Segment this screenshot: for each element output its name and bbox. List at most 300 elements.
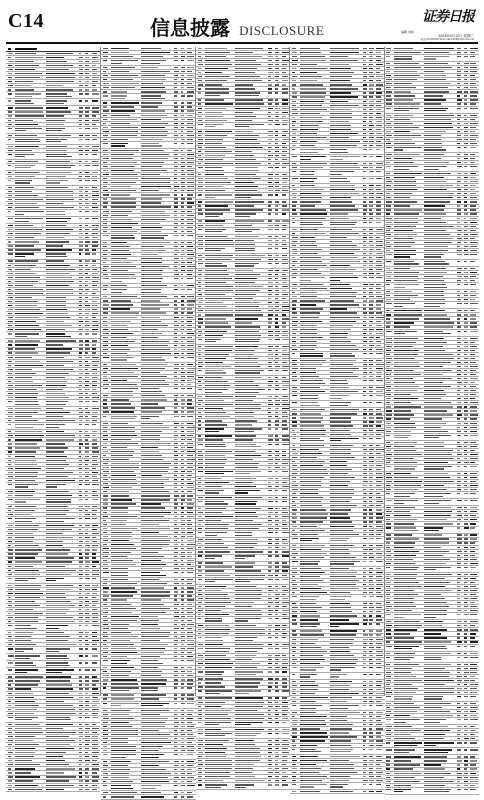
table-cell — [292, 780, 296, 781]
table-cell — [198, 236, 203, 237]
table-cell — [85, 369, 88, 370]
table-cell — [46, 545, 63, 546]
table-cell — [205, 733, 231, 734]
table-cell — [300, 603, 316, 604]
table-cell — [174, 769, 177, 770]
table-cell — [79, 77, 82, 78]
table-cell — [282, 143, 286, 144]
table-cell — [198, 508, 202, 509]
table-cell — [8, 732, 12, 733]
table-cell — [111, 750, 137, 751]
table-cell — [330, 96, 359, 97]
table-cell — [15, 491, 34, 492]
table-cell — [292, 48, 296, 49]
table-cell — [300, 193, 321, 194]
table-cell — [282, 416, 289, 417]
table-cell — [292, 489, 298, 490]
table-cell — [174, 368, 179, 369]
table-cell — [235, 147, 263, 148]
table-cell — [369, 261, 372, 262]
table-cell — [275, 618, 278, 619]
table-cell — [292, 453, 298, 454]
table-cell — [187, 270, 193, 271]
table-cell — [369, 189, 372, 190]
table-cell — [330, 592, 350, 593]
table-cell — [15, 545, 38, 546]
table-cell — [376, 205, 381, 206]
table-cell — [187, 416, 193, 417]
table-cell — [424, 79, 445, 80]
table-cell — [275, 740, 279, 741]
table-cell — [103, 341, 108, 342]
table-cell — [46, 541, 63, 542]
table-cell — [85, 53, 88, 54]
table-cell — [79, 57, 84, 58]
table-cell — [275, 135, 278, 136]
table-cell — [369, 197, 373, 198]
table-cell — [369, 681, 372, 682]
table-cell — [174, 560, 177, 561]
table-cell — [330, 288, 352, 289]
table-cell — [85, 352, 88, 353]
table-cell — [111, 304, 133, 305]
table-cell — [181, 115, 184, 116]
table-cell — [46, 655, 67, 656]
table-cell — [376, 497, 380, 498]
table-cell — [205, 366, 230, 367]
table-cell — [103, 507, 107, 508]
table-cell — [369, 663, 372, 664]
table-cell — [205, 216, 219, 217]
table-cell — [235, 562, 254, 563]
table-cell — [282, 322, 287, 323]
table-cell — [376, 249, 381, 250]
table-cell — [363, 121, 366, 122]
table-cell — [292, 249, 296, 250]
table-cell — [15, 655, 39, 656]
table-cell — [111, 671, 132, 672]
table-cell — [363, 109, 366, 110]
table-cell — [181, 698, 184, 699]
table-cell — [187, 308, 192, 309]
table-cell — [330, 218, 349, 219]
table-cell — [85, 199, 88, 200]
table-cell — [15, 273, 36, 274]
table-cell — [15, 549, 42, 550]
table-cell — [46, 549, 71, 550]
table-cell — [300, 576, 320, 577]
table-cell — [79, 361, 83, 362]
table-cell — [141, 564, 166, 565]
table-cell — [330, 639, 354, 640]
table-cell — [46, 141, 61, 142]
table-cell — [141, 418, 150, 419]
table-cell — [85, 636, 88, 637]
table-cell — [282, 240, 287, 241]
table-cell — [187, 640, 193, 641]
table-cell — [46, 373, 69, 374]
table-cell — [292, 380, 297, 381]
table-cell — [275, 532, 278, 533]
table-cell — [292, 720, 298, 721]
table-cell — [46, 297, 67, 298]
table-cell — [8, 172, 11, 173]
table-cell — [111, 60, 138, 61]
table-cell — [187, 162, 193, 163]
table-cell — [187, 337, 191, 338]
table-cell — [15, 617, 38, 618]
table-cell — [363, 261, 367, 262]
table-cell — [205, 543, 224, 544]
table-cell — [369, 643, 373, 644]
table-cell — [300, 88, 327, 89]
table-cell — [141, 648, 165, 649]
table-cell — [282, 547, 286, 548]
table-cell — [141, 471, 168, 472]
table-cell — [46, 214, 65, 215]
table-cell — [187, 91, 194, 92]
table-cell — [46, 301, 66, 302]
table-cell — [275, 163, 279, 164]
table-cell — [92, 518, 97, 519]
table-cell — [198, 618, 201, 619]
table-cell — [300, 229, 318, 230]
table-cell — [174, 83, 177, 84]
table-cell — [174, 572, 178, 573]
table-cell — [363, 791, 366, 792]
table-cell — [15, 344, 38, 345]
table-cell — [275, 310, 279, 311]
table-cell — [376, 513, 382, 514]
table-cell — [46, 756, 64, 757]
table-cell — [46, 207, 74, 208]
table-cell — [181, 423, 184, 424]
table-cell — [141, 718, 168, 719]
table-cell — [85, 385, 89, 386]
table-cell — [141, 194, 170, 195]
table-cell — [235, 88, 255, 89]
table-cell — [46, 313, 68, 314]
table-cell — [235, 341, 258, 342]
table-cell — [141, 308, 160, 309]
table-cell — [363, 402, 367, 403]
table-cell — [369, 607, 373, 608]
table-cell — [15, 73, 42, 74]
table-cell — [330, 421, 351, 422]
table-cell — [181, 636, 185, 637]
table-cell — [111, 792, 137, 793]
table-row — [196, 578, 290, 585]
table-cell — [300, 383, 325, 384]
table-cell — [187, 325, 192, 326]
table-cell — [79, 499, 83, 500]
table-cell — [205, 524, 229, 525]
table-cell — [8, 717, 13, 718]
table-cell — [181, 150, 184, 151]
table-cell — [46, 736, 70, 737]
table-cell — [141, 722, 165, 723]
table-cell — [46, 486, 58, 487]
table-cell — [46, 416, 64, 417]
table-cell — [92, 780, 98, 781]
table-cell — [187, 395, 193, 396]
table-cell — [15, 597, 40, 598]
table-cell — [103, 135, 108, 136]
table-cell — [85, 728, 90, 729]
table-cell — [85, 408, 88, 409]
table-cell — [8, 705, 11, 706]
table-cell — [8, 768, 11, 769]
table-cell — [198, 346, 201, 347]
table-cell — [205, 618, 222, 619]
table-cell — [268, 270, 272, 271]
table-cell — [300, 76, 322, 77]
table-cell — [187, 321, 191, 322]
table-cell — [300, 280, 311, 281]
table-cell — [8, 416, 13, 417]
table-cell — [111, 416, 137, 417]
table-cell — [181, 211, 185, 212]
table-cell — [268, 259, 273, 260]
table-cell — [103, 349, 107, 350]
table-cell — [205, 467, 224, 468]
table-cell — [300, 421, 321, 422]
table-cell — [275, 248, 278, 249]
table-cell — [330, 156, 360, 157]
table-cell — [268, 346, 273, 347]
table-cell — [141, 186, 171, 187]
table-cell — [235, 372, 259, 373]
table-cell — [268, 444, 271, 445]
table-cell — [268, 690, 271, 691]
table-cell — [369, 413, 372, 414]
table-cell — [85, 253, 89, 254]
table-cell — [79, 85, 83, 86]
table-cell — [292, 364, 297, 365]
table-cell — [92, 61, 99, 62]
table-cell — [181, 742, 184, 743]
table-cell — [181, 60, 184, 61]
table-cell — [282, 697, 287, 698]
table-cell — [198, 322, 203, 323]
table-cell — [174, 150, 178, 151]
table-cell — [369, 453, 372, 454]
table-cell — [330, 473, 349, 474]
table-cell — [268, 764, 272, 765]
table-cell — [79, 305, 83, 306]
table-cell — [141, 636, 169, 637]
table-cell — [92, 237, 98, 238]
table-cell — [198, 594, 203, 595]
table-cell — [85, 549, 89, 550]
table-cell — [292, 241, 297, 242]
table-cell — [268, 606, 271, 607]
table-cell — [103, 150, 108, 151]
table-cell — [268, 174, 272, 175]
table-cell — [181, 48, 184, 49]
table-cell — [181, 174, 185, 175]
table-cell — [282, 516, 289, 517]
table-cell — [85, 570, 90, 571]
table-cell — [300, 599, 316, 600]
table-cell — [15, 648, 32, 649]
table-cell — [369, 105, 374, 106]
table-cell — [46, 325, 73, 326]
table-cell — [376, 505, 381, 506]
table-cell — [376, 96, 381, 97]
table-cell — [300, 705, 322, 706]
table-cell — [282, 718, 289, 719]
table-cell — [46, 752, 67, 753]
table-cell — [330, 353, 353, 354]
table-cell — [363, 477, 367, 478]
table-cell — [275, 444, 278, 445]
table-cell — [187, 648, 194, 649]
table-cell — [275, 377, 278, 378]
table-cell — [181, 620, 185, 621]
table-cell — [46, 182, 61, 183]
table-cell — [369, 380, 373, 381]
table-cell — [79, 439, 82, 440]
table-cell — [205, 274, 229, 275]
table-cell — [369, 257, 372, 258]
table-cell — [282, 733, 289, 734]
table-cell — [187, 254, 194, 255]
table-cell — [103, 443, 107, 444]
table-cell — [141, 71, 170, 72]
table-cell — [292, 425, 297, 426]
table-cell — [268, 629, 271, 630]
table-cell — [15, 495, 32, 496]
table-cell — [369, 84, 374, 85]
table-cell — [174, 131, 177, 132]
table-cell — [198, 633, 202, 634]
table-cell — [141, 703, 169, 704]
table-cell — [275, 408, 279, 409]
table-cell — [103, 459, 108, 460]
table-cell — [79, 676, 83, 677]
table-cell — [8, 605, 12, 606]
table-cell — [111, 150, 139, 151]
table-cell — [275, 686, 278, 687]
table-cell — [275, 625, 280, 626]
table-cell — [330, 329, 351, 330]
table-cell — [103, 644, 106, 645]
table-cell — [330, 92, 351, 93]
table-cell — [300, 568, 322, 569]
table-cell — [268, 610, 272, 611]
table-cell — [275, 48, 278, 49]
table-cell — [268, 644, 271, 645]
table-cell — [235, 637, 256, 638]
table-cell — [235, 420, 257, 421]
table-cell — [235, 270, 252, 271]
table-cell — [92, 693, 100, 694]
table-cell — [15, 321, 36, 322]
table-row — [290, 595, 384, 602]
table-cell — [15, 225, 33, 226]
table-cell — [268, 404, 273, 405]
table-cell — [15, 256, 24, 257]
table-cell — [79, 570, 83, 571]
table-cell — [369, 505, 373, 506]
table-cell — [85, 365, 89, 366]
table-cell — [292, 481, 296, 482]
table-cell — [376, 163, 383, 164]
table-cell — [79, 435, 82, 436]
table-cell — [363, 156, 367, 157]
table-cell — [15, 317, 39, 318]
table-cell — [181, 632, 185, 633]
table-cell — [103, 556, 108, 557]
table-cell — [181, 384, 184, 385]
table-cell — [181, 312, 184, 313]
table-cell — [369, 333, 372, 334]
table-cell — [300, 689, 318, 690]
table-cell — [386, 95, 390, 96]
table-cell — [8, 736, 14, 737]
table-cell — [275, 667, 280, 668]
table-cell — [376, 333, 383, 334]
table-cell — [46, 561, 73, 562]
table-cell — [92, 313, 98, 314]
table-cell — [174, 540, 177, 541]
table-cell — [181, 56, 186, 57]
table-cell — [174, 512, 177, 513]
table-cell — [111, 698, 134, 699]
table-cell — [92, 537, 96, 538]
table-cell — [198, 404, 202, 405]
table-cell — [141, 656, 160, 657]
table-cell — [275, 92, 278, 93]
table-cell — [174, 694, 177, 695]
table-cell — [46, 521, 64, 522]
table-cell — [198, 459, 203, 460]
table-cell — [205, 722, 231, 723]
table-cell — [275, 501, 278, 502]
table-cell — [92, 578, 96, 579]
table-cell — [363, 576, 366, 577]
table-cell — [111, 675, 129, 676]
table-cell — [79, 601, 83, 602]
table-cell — [15, 736, 34, 737]
table-cell — [15, 557, 34, 558]
table-cell — [8, 301, 13, 302]
table-cell — [141, 572, 160, 573]
table-cell — [15, 128, 42, 129]
table-cell — [282, 190, 288, 191]
table-cell — [174, 416, 178, 417]
table-cell — [103, 656, 107, 657]
table-cell — [141, 266, 169, 267]
table-cell — [174, 427, 177, 428]
table-cell — [141, 792, 161, 793]
table-cell — [141, 98, 165, 99]
table-cell — [174, 746, 177, 747]
table-cell — [205, 302, 223, 303]
table-cell — [92, 273, 98, 274]
table-cell — [282, 667, 288, 668]
table-cell — [198, 760, 202, 761]
table-cell — [198, 108, 202, 109]
table-cell — [79, 352, 83, 353]
table-cell — [15, 124, 38, 125]
table-cell — [111, 738, 128, 739]
table-cell — [282, 385, 289, 386]
table-cell — [235, 735, 255, 736]
table-cell — [282, 248, 287, 249]
table-cell — [8, 81, 13, 82]
